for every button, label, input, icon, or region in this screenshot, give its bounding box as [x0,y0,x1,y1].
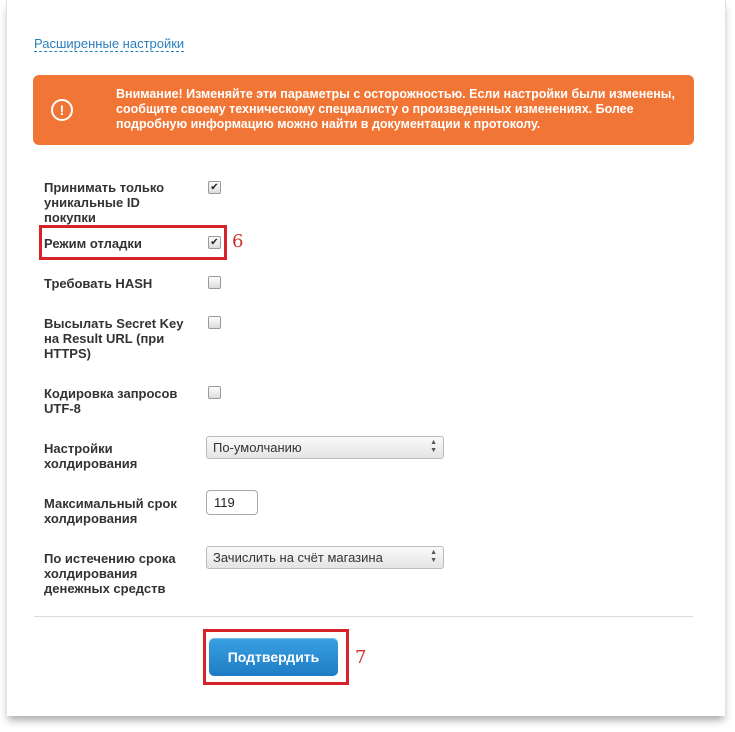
hold-expiry-value: Зачислить на счёт магазина [213,550,383,565]
hold-settings-select[interactable] [206,436,444,459]
unique-id-label: Принимать только уникальные ID покупки [44,180,165,225]
annotation-box-submit [203,629,349,685]
require-hash-label: Требовать HASH [44,276,153,291]
annotation-box-debug [39,225,227,260]
hold-expiry-label: По истечению срока холдирования денежных средств [44,551,176,596]
debug-mode-label: Режим отладки [44,236,142,251]
max-hold-label: Максимальный срок холдирования [44,496,177,526]
debug-mode-checkbox[interactable]: ✔ [208,236,221,249]
annotation-number-debug: 6 [232,231,244,252]
exclamation-circle-icon: ! [51,99,73,121]
warning-banner [33,75,694,145]
divider [34,616,693,617]
utf8-label: Кодировка запросов UTF-8 [44,386,178,416]
unique-id-checkbox[interactable]: ✔ [208,181,221,194]
utf8-checkbox[interactable] [208,386,221,399]
send-secret-key-checkbox[interactable] [208,316,221,329]
select-arrows-icon: ▲ ▼ [430,439,437,454]
submit-button[interactable]: Подтвердить [209,638,338,676]
warning-text: Внимание! Изменяйте эти параметры с осторожностью. Если настройки были изменены, сообщите своему техническому специалисту о произведенных изменениях. Более подробную информацию можно найти в документации к протоколу. [116,87,675,131]
max-hold-input[interactable]: 119 [206,490,258,515]
select-arrows-icon: ▲ ▼ [430,549,437,564]
hold-settings-label: Настройки холдирования [44,441,138,471]
annotation-number-submit: 7 [355,647,367,668]
require-hash-checkbox[interactable] [208,276,221,289]
hold-settings-value: По-умолчанию [213,440,302,455]
send-secret-key-label: Высылать Secret Key на Result URL (при HTTPS) [44,316,184,361]
hold-expiry-select[interactable] [206,546,444,569]
advanced-settings-link[interactable]: Расширенные настройки [34,36,185,51]
